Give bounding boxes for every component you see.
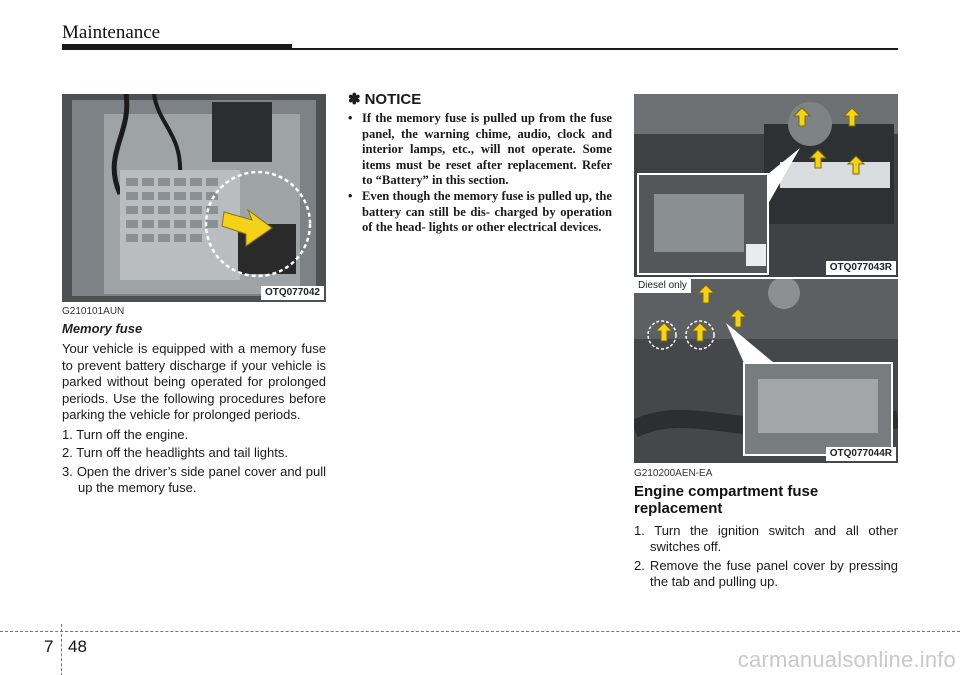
section-code: G210101AUN [62,306,125,317]
list-item: 2. Remove the fuse panel cover by pressing the tab and pulling up. [634,557,898,590]
list-item: • Even though the memory fuse is pulled up, the battery can still be dis- charged by operation of the head- lights or other electrical devices. [348,189,612,236]
list-item: 1. Turn the ignition switch and all other switches off. [634,523,898,555]
engine-fuse-steps [634,523,898,591]
notice-star-icon: ✽ [348,91,361,108]
engine-bay-illustration [634,94,898,277]
figure-label: OTQ077042 [261,286,324,300]
list-item: • If the memory fuse is pulled up from the fuse panel, the warning chime, audio, clock and interior lamps, etc., will not operate. Some items must be reset after replacement. Refer to “Battery” in this section. [348,111,612,189]
header-bar [62,44,292,50]
diesel-engine-bay-illustration [634,279,898,463]
memory-fuse-body: Your vehicle is equipped with a memory fuse to prevent battery discharge if your vehicle is parked without being operated for prolonged periods. Use the following procedures before parking the vehicle for prolonged periods. [62,341,326,423]
figure-label: OTQ077044R [826,447,896,461]
notice-heading [348,90,612,108]
memory-fuse-photo [62,94,326,302]
section-code: G210200AEN-EA [634,468,713,479]
list-item: 3. Open the driver’s side panel cover and pull up the memory fuse. [62,463,326,496]
notice-list [348,111,612,236]
memory-fuse-section [62,306,326,497]
page-number: 48 [68,637,87,656]
memory-fuse-steps [62,427,326,497]
engine-fuse-photo-diesel [634,279,898,463]
footer-rule [0,631,960,632]
figure-label: OTQ077043R [826,261,896,275]
memory-fuse-title: Memory fuse [62,321,143,336]
figure-tag: Diesel only [634,279,691,293]
header-rule [292,48,898,50]
list-item: 2. Turn off the headlights and tail lights. [62,445,288,461]
list-item: 1. Turn off the engine. [62,426,189,442]
notice-title: NOTICE [364,90,422,108]
engine-fuse-title: Engine compartment fuse replacement [634,483,819,517]
page-header-title: Maintenance [62,22,161,43]
chapter-number: 7 [44,637,54,656]
notice-box [348,90,612,236]
footer-divider [61,624,62,675]
watermark: carmanualsonline.info [737,647,956,672]
engine-fuse-photo-gasoline [634,94,898,277]
fuse-panel-illustration [62,94,326,302]
engine-fuse-section [634,468,898,591]
